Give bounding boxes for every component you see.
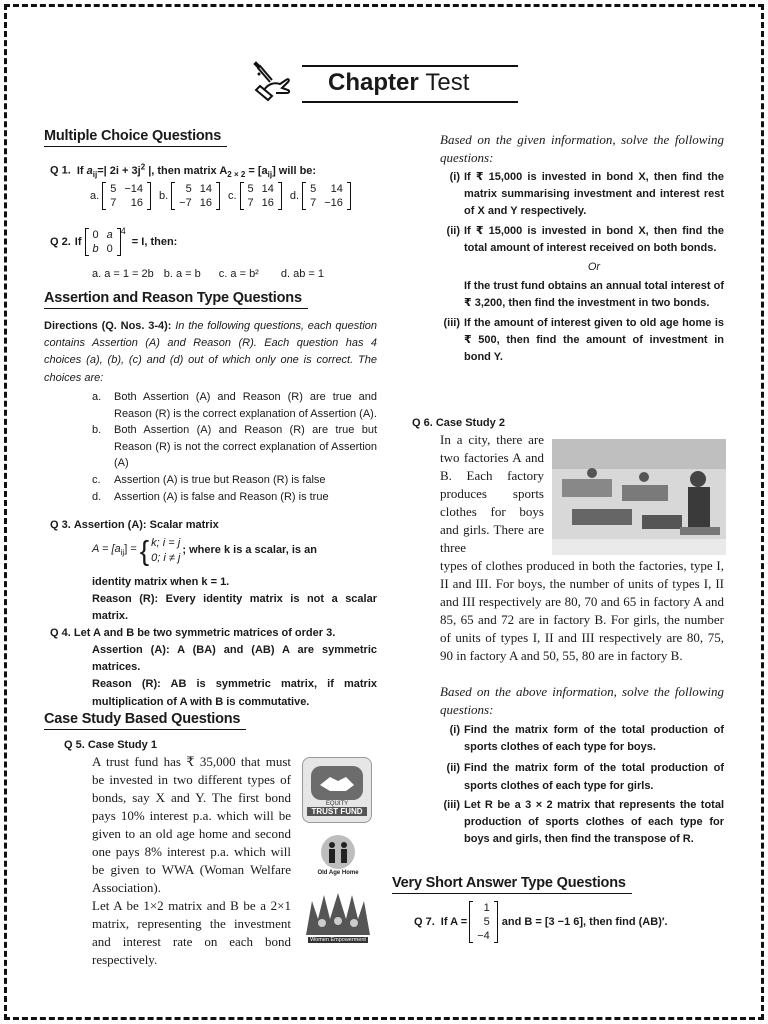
ar-choice-b: b. Both Assertion (A) and Reason (R) are true but Reason (R) is not the correct explanation of Assertion (A) xyxy=(92,424,377,470)
q2-option-c[interactable]: c. a = b² xyxy=(218,268,259,280)
q5-part-ii: (ii) If ₹ 15,000 is invested in bond X, then find the total amount of interest received on both bonds. xyxy=(446,224,724,254)
q2-option-a[interactable]: a. a = 1 = 2b xyxy=(92,268,154,280)
case-heading: Case Study Based Questions xyxy=(44,711,246,730)
chapter-header xyxy=(0,58,768,108)
ar-heading: Assertion and Reason Type Questions xyxy=(44,290,308,309)
q1-option-b[interactable]: b. 5 14 −7 16 xyxy=(159,182,220,210)
mcq-heading: Multiple Choice Questions xyxy=(44,128,227,147)
ar-choices xyxy=(92,389,377,505)
women-empowerment-image: Women Empowerment xyxy=(302,885,374,943)
q1-options xyxy=(90,182,351,210)
q3-body: identity matrix when k = 1. Reason (R): Every identity matrix is not a scalar matrix. xyxy=(92,576,377,623)
q2-option-d[interactable]: d. ab = 1 xyxy=(280,268,324,280)
question-1: Q 1. If $a_{ij}=|$ $2i + 3j^2$ |, then matrix $A_{2 \times 2} = [a_{ij}]$ will be: xyxy=(50,162,317,179)
q6-part-iii: (iii) Let R be a 3 × 2 matrix that represents the total production of sports clothes of each type for boys and girls, then find the transpose of R. xyxy=(443,798,724,846)
q3-scalar-matrix: $A = [a_{ij}]$ = { k; i = j 0; i ≠ j ; where k is a scalar, is an xyxy=(92,535,317,566)
question-5: Q 5. Case Study 1 xyxy=(64,739,157,751)
q1-option-a[interactable]: a. 5 −14 7 16 xyxy=(90,182,151,210)
ar-choice-c: c. Assertion (A) is true but Reason (R) is false xyxy=(92,473,326,486)
q1-number: Q 1. xyxy=(50,164,71,177)
handshake-icon xyxy=(310,765,364,801)
header-rule-top xyxy=(302,65,518,67)
ar-choice-d: d. Assertion (A) is false and Reason (R) is true xyxy=(92,490,329,503)
factory-image xyxy=(552,439,726,555)
q1-option-d[interactable]: d. 5 14 7 −16 xyxy=(290,182,351,210)
ar-directions: Directions (Q. Nos. 3-4): In the following questions, each question contains Assertion (A) and Reason (R). Each question has 4 choices (a), (b), (c) and (d) out of which only one is correct. The choices are: xyxy=(44,320,377,384)
q6-full-text: types of clothes produced in both the factories, type I, II and III. For boys, the number of units of types I, II and III respectively are 80, 70 and 65 in factory A and 85, 65 and 72 are in factory B. For girls, the number of units of types I, II and III respectively are 80, 75, 90 in factory A and 50, 55, 80 are in factory B. xyxy=(440,558,724,663)
ar-choice-a: a. Both Assertion (A) and Reason (R) are true and Reason (R) is the correct explanation of Assertion (A). xyxy=(92,391,377,420)
q5-parts xyxy=(438,169,724,366)
q1-option-c[interactable]: c. 5 14 7 16 xyxy=(228,182,282,210)
hand-pen-icon xyxy=(250,60,296,106)
q5-part-ii-or: If the trust fund obtains an annual total interest of ₹ 3,200, then find the investment in two bonds. xyxy=(464,280,724,310)
page-title: Chapter Test xyxy=(328,69,470,96)
q5-text: A trust fund has ₹ 35,000 that must be invested in two different types of bonds, say X and Y. The first bond pays 10% interest p.a. which will be given to an old age home and second one pays 8% interest p.a. which will be given to WWA (Woman Welfare Association). Let A be 1×2 matrix and B be a 2×1 matrix, representing the investment and interest rate on each bond respectively. xyxy=(92,754,291,967)
q6-intro: Based on the above information, solve the following questions: xyxy=(440,684,724,717)
question-6: Q 6. Case Study 2 xyxy=(412,417,505,429)
q4-body: Assertion (A): A (BA) and (AB) A are symmetric matrices. Reason (R): AB is symmetric matrix, if matrix multiplication of A with B is commutative. xyxy=(92,644,377,708)
q5-part-i: (i) If ₹ 15,000 is invested in bond X, then find the matrix summarising investment and interest rest of X and Y respectively. xyxy=(449,171,724,218)
q5-intro: Based on the given information, solve the following questions: xyxy=(440,132,724,165)
trust-fund-image: EQUITY TRUST FUND xyxy=(302,757,372,823)
question-3: Q 3. Assertion (A): Scalar matrix xyxy=(50,519,219,531)
question-7: Q 7. If A = 1 5 −4 and B = [3 −1 6], then find (AB)′. xyxy=(414,902,668,942)
header-rule-bottom xyxy=(302,101,518,103)
old-age-home-image: Old Age Home xyxy=(308,830,368,880)
question-4: Q 4. Let A and B be two symmetric matrices of order 3. xyxy=(50,627,336,639)
q6-parts xyxy=(438,722,724,848)
q6-wrap-text: In a city, there are two factories A and B. Each factory produces sports clothes for boys and girls. There are three xyxy=(440,432,544,555)
q2-options xyxy=(92,268,324,280)
q6-part-ii: (ii) Find the matrix form of the total production of sports clothes of each type for girls. xyxy=(446,762,724,792)
raised-hands-icon xyxy=(302,889,374,937)
q6-part-i: (i) Find the matrix form of the total production of sports clothes of each type for boys. xyxy=(449,724,724,754)
vsa-heading: Very Short Answer Type Questions xyxy=(392,875,632,894)
q2-option-b[interactable]: b. a = b xyxy=(163,268,201,280)
q5-part-iii: (iii) If the amount of interest given to old age home is ₹ 500, then find the amount of investment in bond Y. xyxy=(443,316,724,364)
or-label: Or xyxy=(587,261,601,274)
question-2: Q 2. If 0 a b 0 $^4$ = I, then: xyxy=(50,226,178,255)
elderly-couple-icon xyxy=(316,834,360,870)
